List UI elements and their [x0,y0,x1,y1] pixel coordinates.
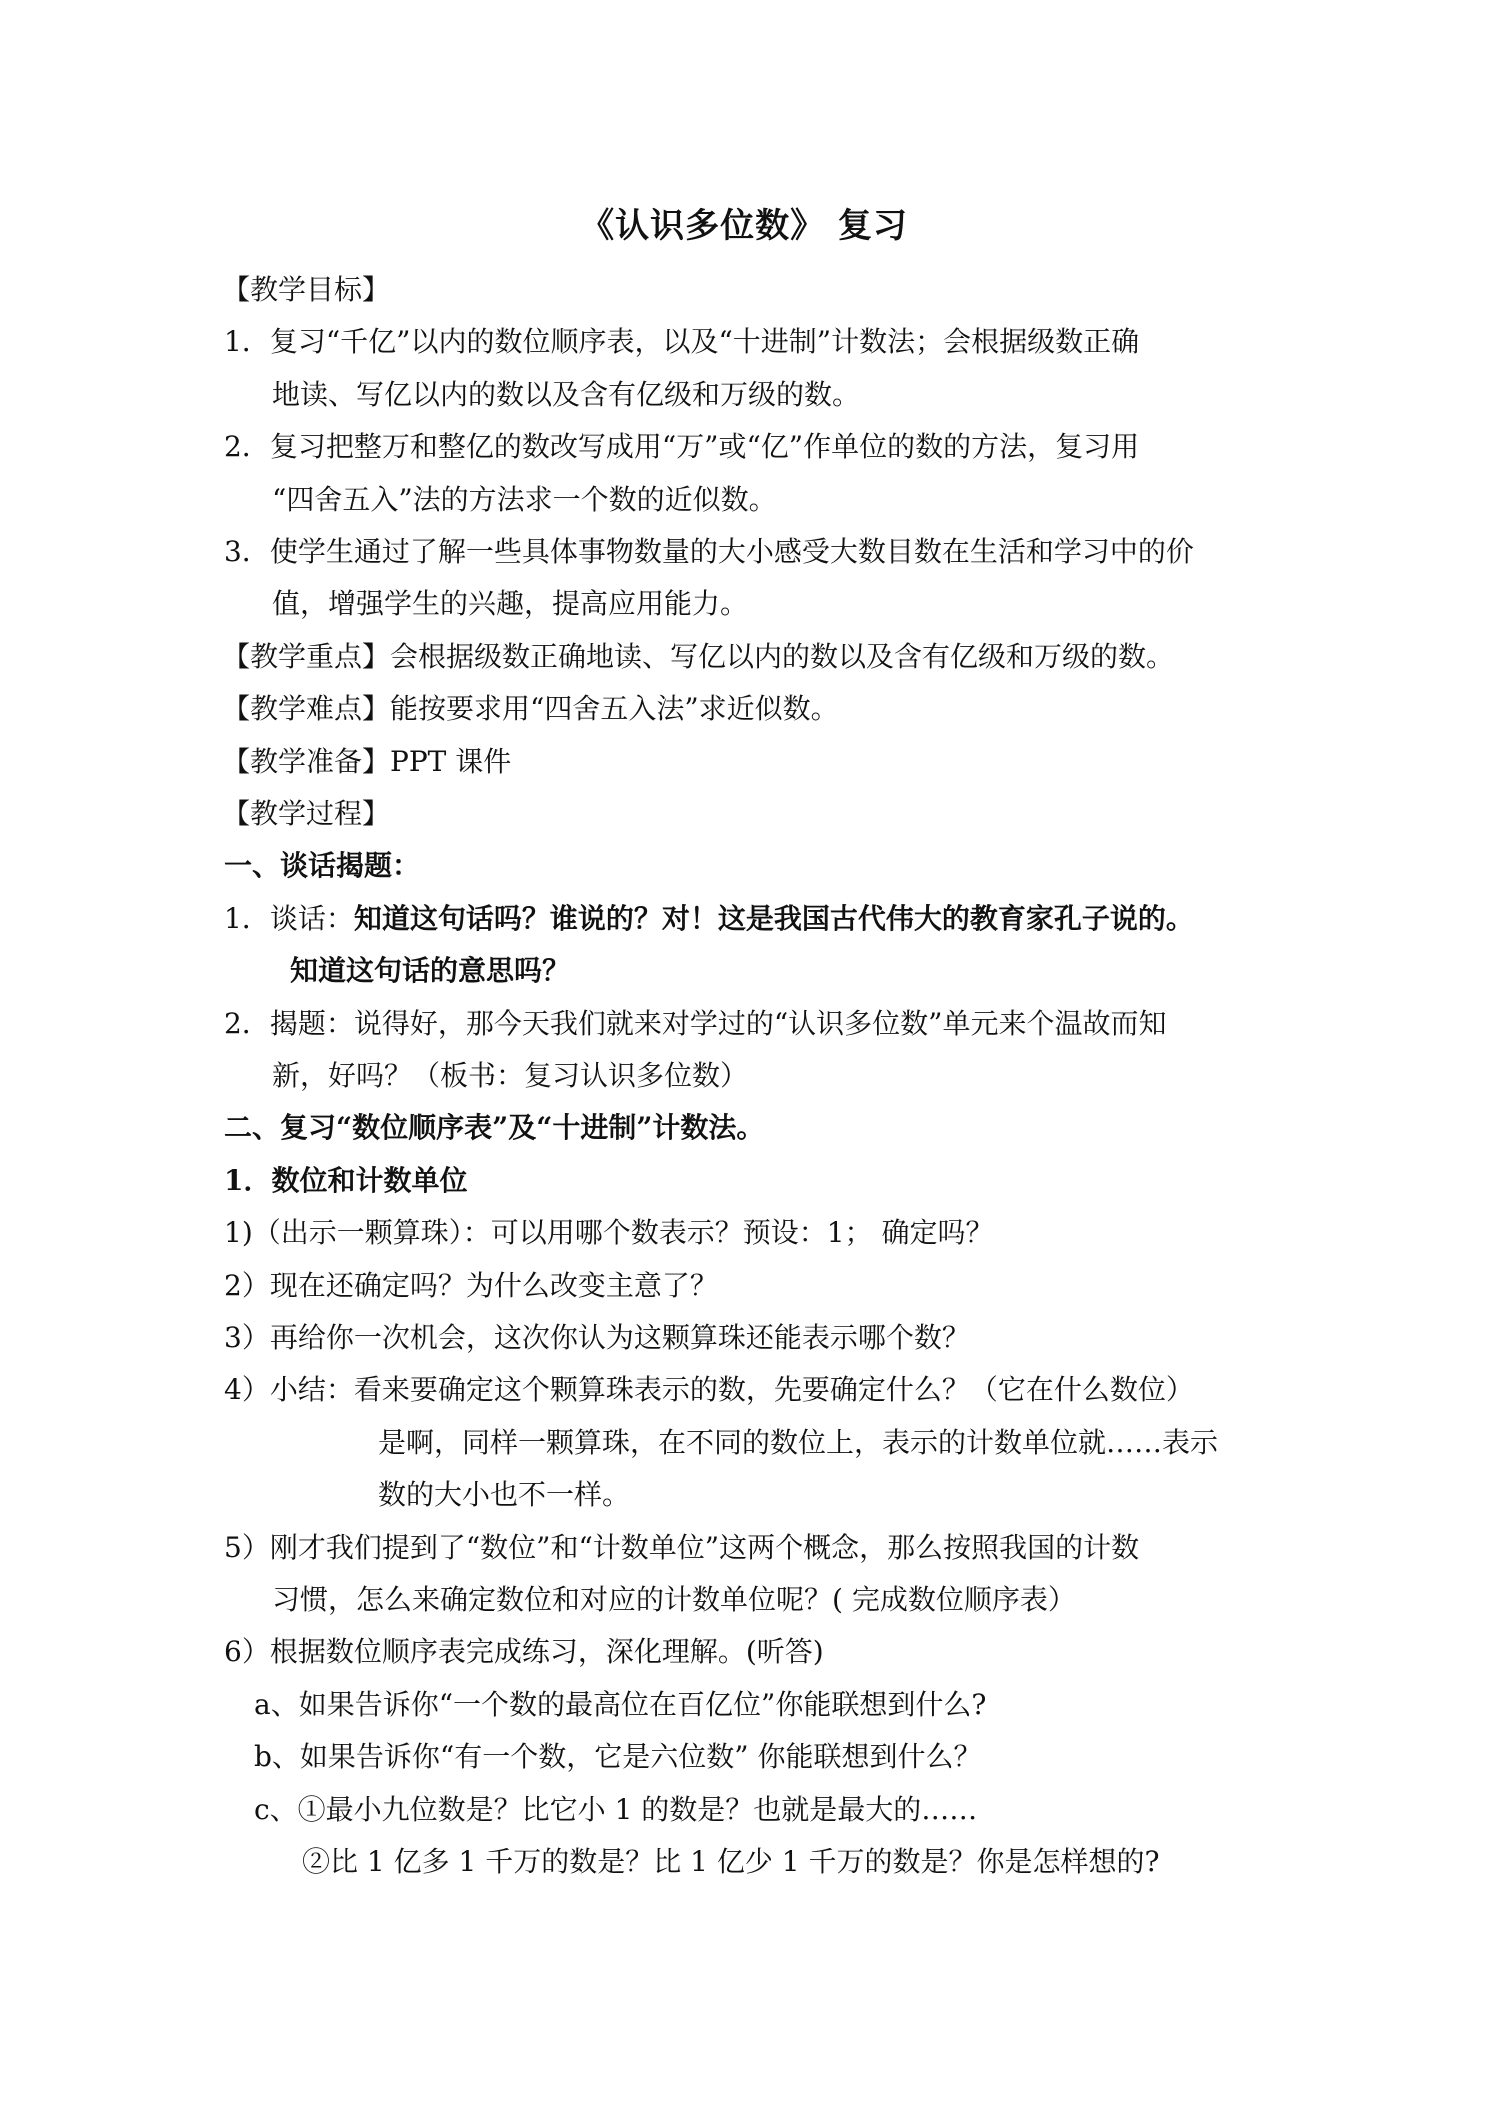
reveal-line-1: 2．揭题：说得好，那今天我们就来对学过的“认识多位数”单元来个温故而知 [224,1007,1167,1040]
talk-line-2: 知道这句话的意思吗？ [290,954,571,987]
goal-2-line-1: 2．复习把整万和整亿的数改写成用“万”或“亿”作单位的数的方法，复习用 [224,430,1140,463]
goal-3-line-2: 值，增强学生的兴趣，提高应用能力。 [272,587,749,620]
step-5-line-2: 习惯，怎么来确定数位和对应的计数单位呢？( 完成数位顺序表） [272,1583,1076,1616]
step-6: 6）根据数位顺序表完成练习，深化理解。(听答) [224,1635,824,1668]
teaching-preparation: 【教学准备】PPT 课件 [222,745,512,778]
section-2-heading: 二、复习“数位顺序表”及“十进制”计数法。 [224,1111,765,1144]
talk-line-1 [224,899,1194,939]
step-4-line-1: 4）小结：看来要确定这个颗算珠表示的数，先要确定什么？（它在什么数位） [224,1373,1194,1406]
subsection-1-heading: 1．数位和计数单位 [224,1164,468,1197]
goal-1-line-1: 1．复习“千亿”以内的数位顺序表，以及“十进制”计数法；会根据级数正确 [224,325,1140,358]
step-4-line-2: 是啊，同样一颗算珠，在不同的数位上，表示的计数单位就……表示 [378,1426,1219,1459]
talk-bold-text: 知道这句话吗？谁说的？对！这是我国古代伟大的教育家孔子说的。 [353,902,1194,935]
step-1: 1)（出示一颗算珠）：可以用哪个数表示？预设：1； 确定吗？ [224,1216,994,1249]
step-5-line-1: 5）刚才我们提到了“数位”和“计数单位”这两个概念，那么按照我国的计数 [224,1531,1140,1564]
heading-teaching-goals: 【教学目标】 [222,273,391,306]
reveal-line-2: 新，好吗？（板书：复习认识多位数） [272,1059,749,1092]
goal-3-line-1: 3．使学生通过了解一些具体事物数量的大小感受大数目数在生活和学习中的价 [224,535,1194,568]
step-4-line-3: 数的大小也不一样。 [378,1478,631,1511]
goal-1-line-2: 地读、写亿以内的数以及含有亿级和万级的数。 [272,378,861,411]
teaching-difficulty: 【教学难点】能按要求用“四舍五入法”求近似数。 [222,692,839,725]
goal-2-line-2: “四舍五入”法的方法求一个数的近似数。 [272,483,777,516]
talk-label: 1．谈话： [224,902,354,935]
step-2: 2）现在还确定吗？为什么改变主意了？ [224,1269,718,1302]
exercise-c-1: c、①最小九位数是？比它小 1 的数是？也就是最大的…… [254,1793,978,1826]
exercise-b: b、如果告诉你“有一个数，它是六位数” 你能联想到什么？ [254,1740,982,1773]
step-3: 3）再给你一次机会，这次你认为这颗算珠还能表示哪个数？ [224,1321,970,1354]
heading-teaching-process: 【教学过程】 [222,797,391,830]
teaching-key-point: 【教学重点】会根据级数正确地读、写亿以内的数以及含有亿级和万级的数。 [222,640,1175,673]
section-1-heading: 一、谈话揭题： [224,849,421,882]
document-title: 《认识多位数》 复习 [580,206,908,246]
exercise-c-2: ②比 1 亿多 1 千万的数是？比 1 亿少 1 千万的数是？你是怎样想的? [302,1845,1160,1878]
exercise-a: a、如果告诉你“一个数的最高位在百亿位”你能联想到什么? [254,1688,987,1721]
